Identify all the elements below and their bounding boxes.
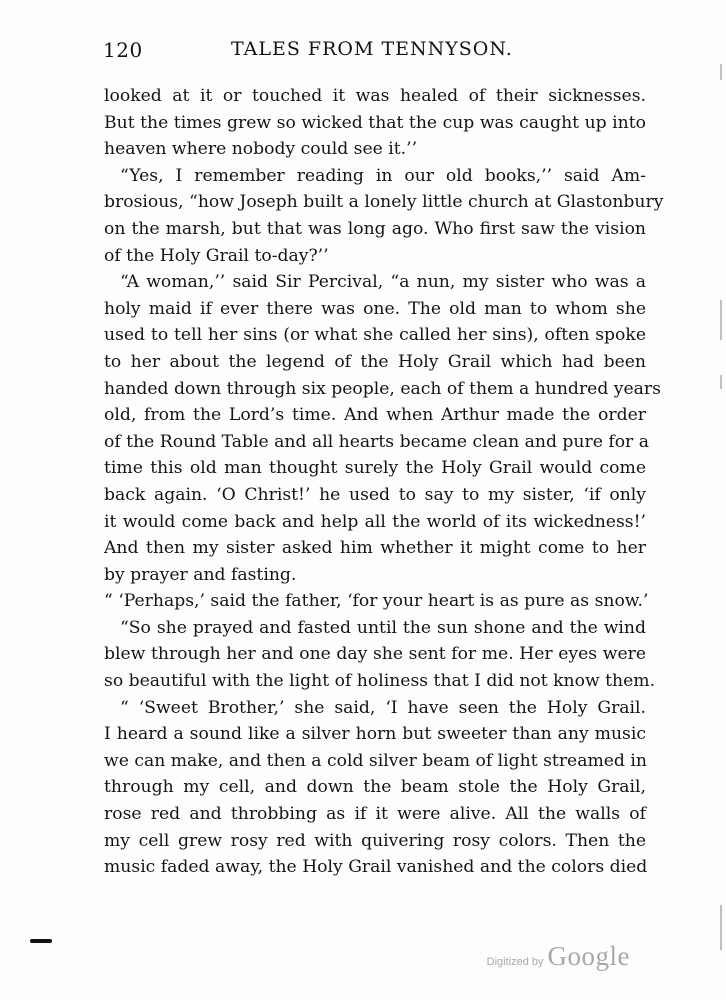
text-line: “Yes, I remember reading in our old books,’’ said Am- — [120, 165, 646, 186]
text-line: used to tell her sins (or what she called her sins), often spoke — [104, 325, 646, 346]
watermark-brand: Google — [547, 941, 630, 971]
text-line: I heard a sound like a silver horn but sweeter than any music — [104, 724, 646, 745]
text-line: to her about the legend of the Holy Grail which had been — [104, 351, 646, 372]
text-line: we can make, and then a cold silver beam of light streamed in — [104, 750, 647, 771]
text-line: it would come back and help all the world of its wickedness!’ — [104, 511, 646, 532]
text-line: of the Round Table and all hearts became clean and pure for a — [104, 431, 649, 452]
text-line: my cell grew rosy red with quivering rosy colors. Then the — [104, 830, 646, 851]
text-line: old, from the Lord’s time. And when Arthur made the order — [104, 405, 646, 426]
page-header — [103, 38, 645, 66]
page-number: 120 — [103, 38, 143, 62]
text-line: blew through her and one day she sent for me. Her eyes were — [104, 644, 646, 665]
page-edge-mark — [720, 300, 722, 340]
text-line: on the marsh, but that was long ago. Who first saw the vision — [104, 218, 646, 239]
text-line: so beautiful with the light of holiness that I did not know them. — [104, 671, 656, 692]
text-line: looked at it or touched it was healed of their sicknesses. — [104, 86, 646, 106]
body-text — [104, 83, 664, 881]
digitization-watermark — [487, 941, 630, 972]
text-line: through my cell, and down the beam stole the Holy Grail, — [104, 777, 646, 798]
text-line: handed down through six people, each of them a hundred years — [104, 378, 661, 399]
text-line: by prayer and fasting. — [104, 564, 297, 585]
text-line: “So she prayed and fasted until the sun shone and the wind — [120, 617, 646, 638]
text-line: time this old man thought surely the Holy Grail would come — [104, 458, 646, 479]
text-line: And then my sister asked him whether it might come to her — [104, 538, 646, 559]
text-line: “ ‘Perhaps,’ said the father, ‘for your heart is as pure as snow.’ — [104, 591, 649, 612]
page-edge-mark — [720, 905, 722, 950]
text-line: of the Holy Grail to-day?’’ — [104, 245, 329, 266]
text-line: rose red and throbbing as if it were alive. All the walls of — [104, 804, 646, 825]
page-edge-mark — [720, 64, 722, 80]
page-edge-mark — [720, 375, 722, 389]
text-line: holy maid if ever there was one. The old man to whom she — [104, 298, 646, 319]
text-line: But the times grew so wicked that the cup was caught up into — [104, 112, 646, 133]
watermark-prefix: Digitized by — [486, 956, 544, 968]
text-line: brosious, “how Joseph built a lonely little church at Glastonbury — [104, 192, 664, 213]
text-line: back again. ‘O Christ!’ he used to say to my sister, ‘if only — [104, 484, 646, 505]
margin-mark — [30, 939, 52, 943]
running-title: TALES FROM TENNYSON. — [231, 38, 513, 60]
text-line: “A woman,’’ said Sir Percival, “a nun, my sister who was a — [120, 272, 646, 293]
text-line: music faded away, the Holy Grail vanished and the colors died — [104, 857, 648, 878]
text-line: heaven where nobody could see it.’’ — [104, 139, 418, 160]
text-line: “ ‘Sweet Brother,’ she said, ‘I have seen the Holy Grail. — [120, 697, 646, 718]
